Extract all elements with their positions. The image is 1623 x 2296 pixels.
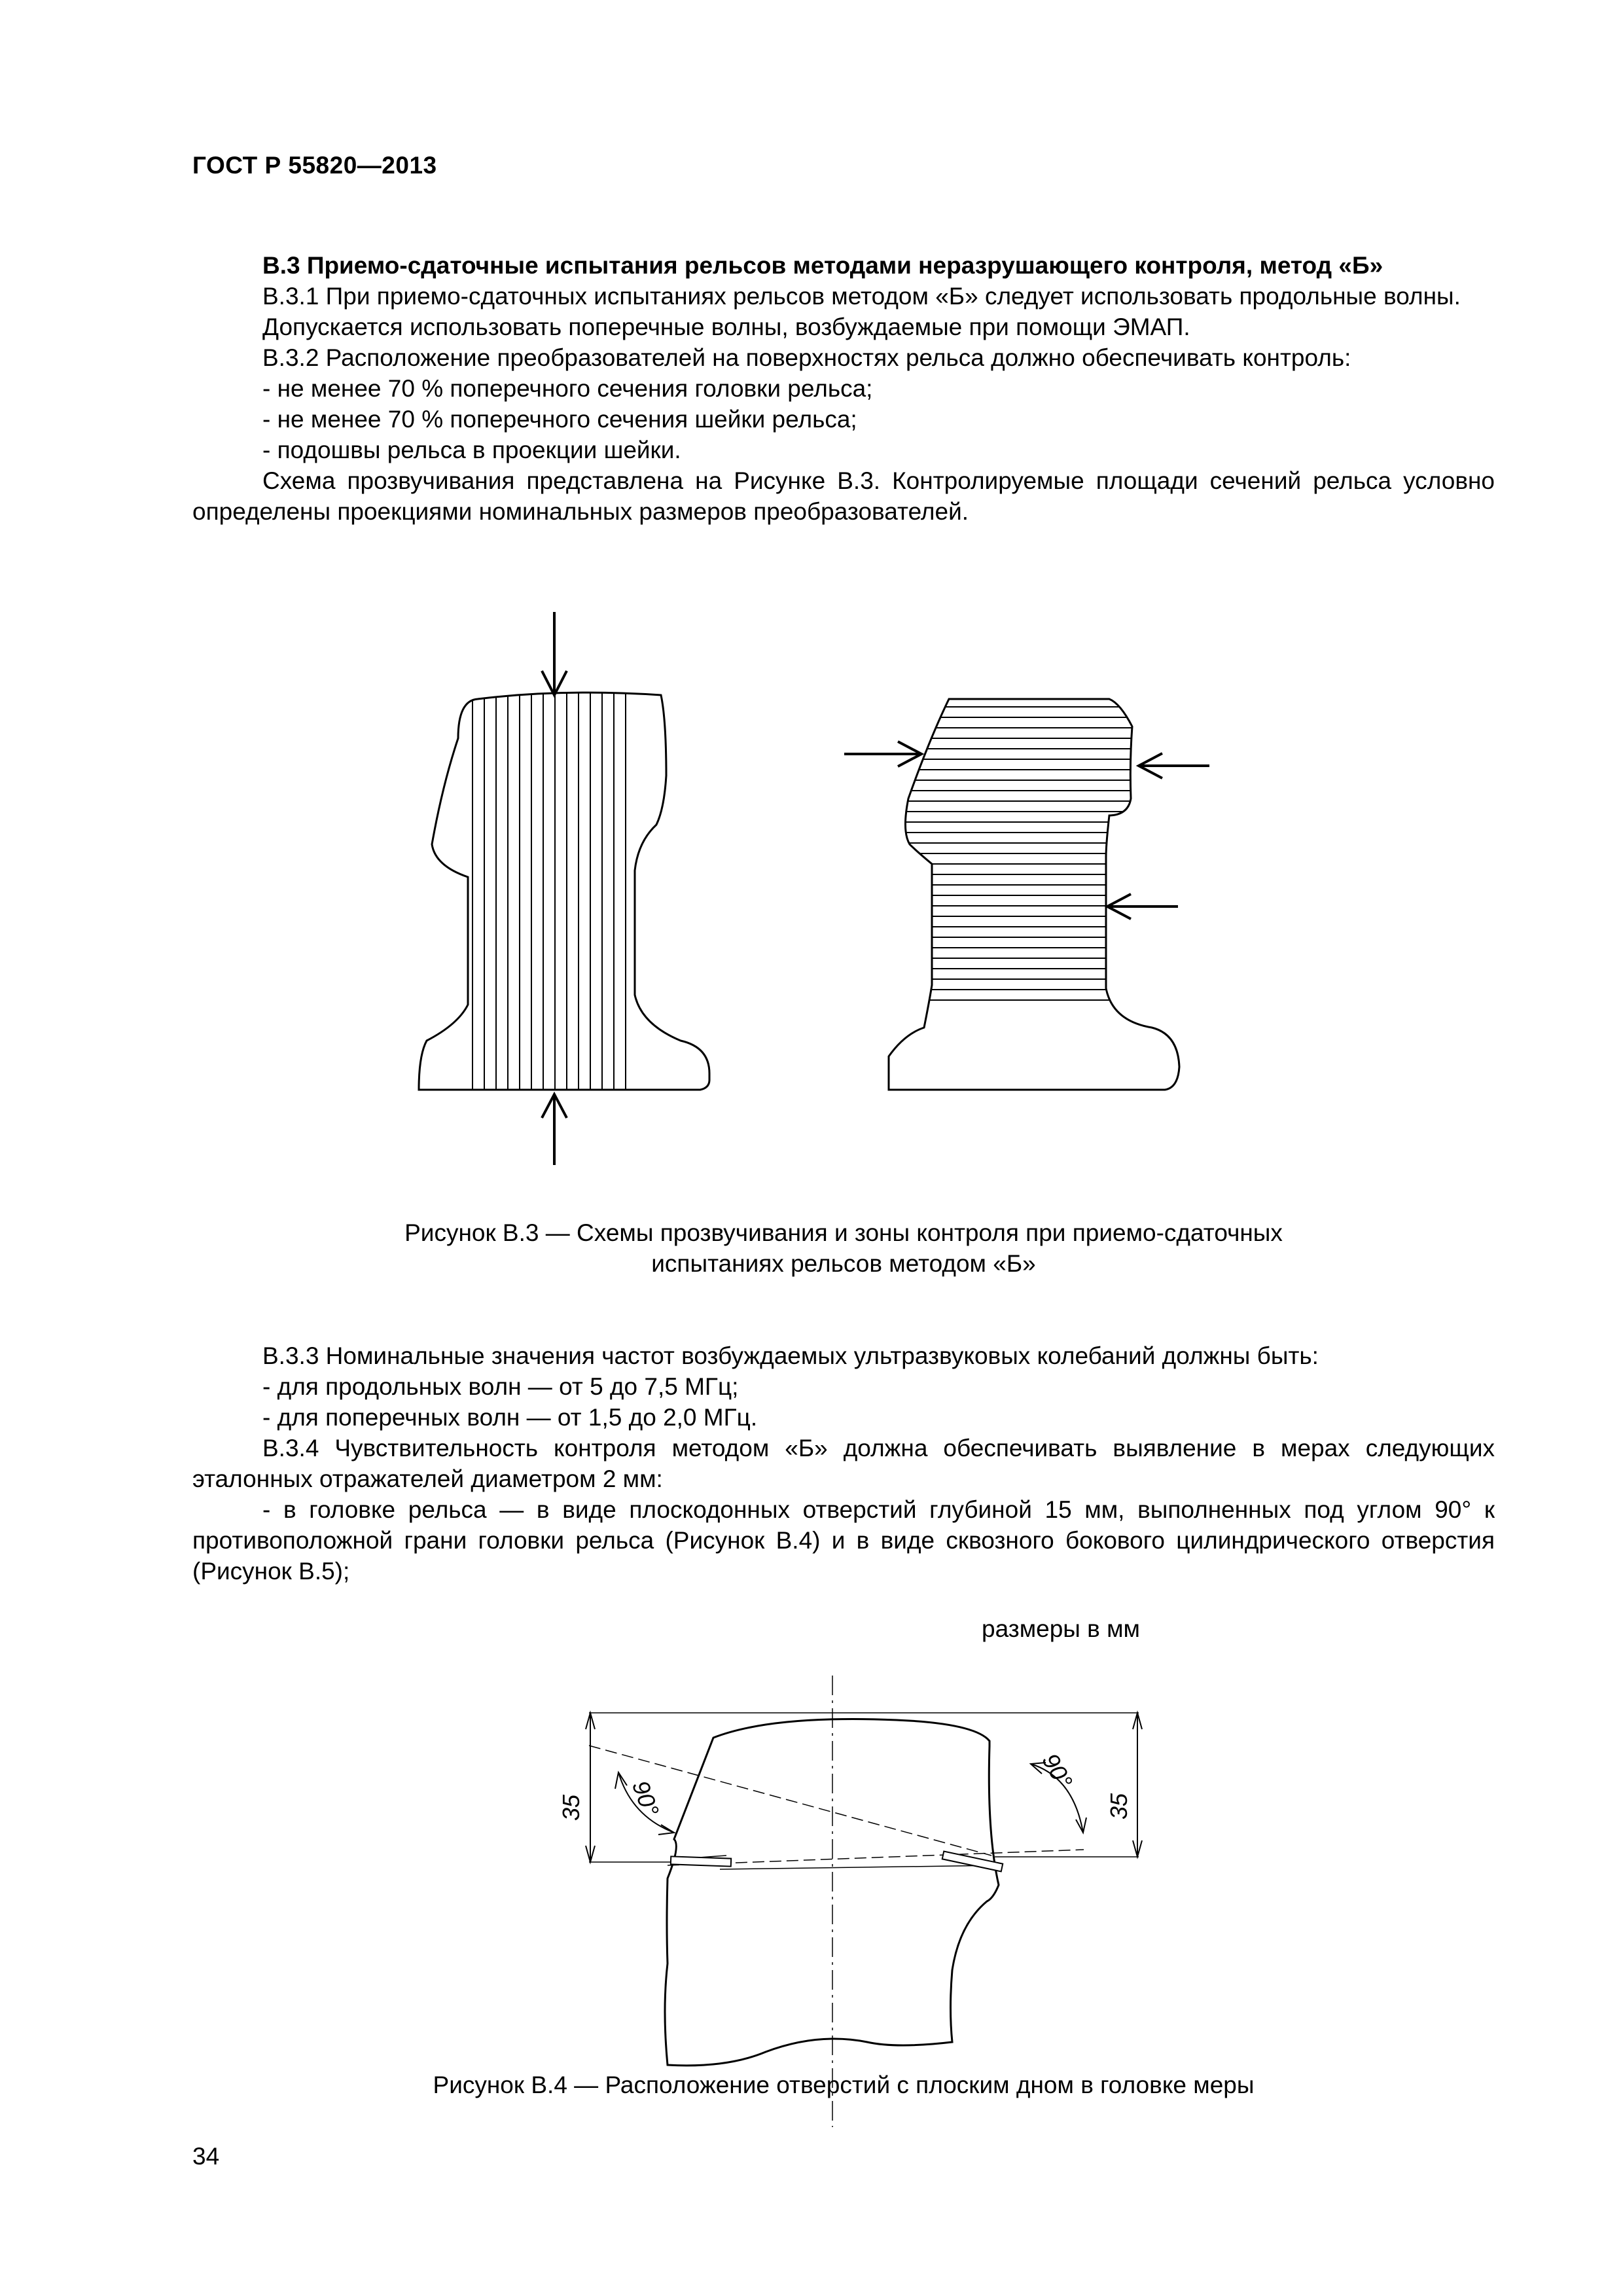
- list-item: - не менее 70 % поперечного сечения шейки рельса;: [262, 406, 857, 433]
- left-rail-section: [419, 681, 709, 1100]
- right-rail-section: [889, 699, 1179, 1090]
- page-number: 34: [192, 2143, 220, 2170]
- paragraph: В.3.4 Чувствительность контроля методом «Б» должна обеспечивать выявление в мерах следующих эталонных отражателей диаметром 2 мм:: [192, 1435, 1495, 1492]
- paragraph: - в головке рельса — в виде плоскодонных отверстий глубиной 15 мм, выполненных под углом 90° к противоположной грани головки рельса (Рисунок В.4) и в виде сквозного бокового цилиндрического отверстия (Рисунок В.5);: [192, 1496, 1495, 1585]
- list-item: - не менее 70 % поперечного сечения головки рельса;: [262, 375, 873, 402]
- rail-head-outline: [665, 1719, 999, 2066]
- arrow-bottom-icon: [542, 1094, 567, 1165]
- paragraph: В.3.3 Номинальные значения частот возбуждаемых ультразвуковых колебаний должны быть:: [262, 1342, 1319, 1369]
- flat-bottom-hole-left: [671, 1856, 731, 1866]
- paragraph: В.3.2 Расположение преобразователей на поверхностях рельса должно обеспечивать контроль:: [262, 344, 1351, 371]
- document-header: ГОСТ Р 55820—2013: [192, 152, 437, 179]
- section-b33-text: [192, 1340, 1495, 1587]
- angle-label-left: 90°: [627, 1777, 665, 1820]
- list-item: - подошвы рельса в проекции шейки.: [262, 437, 681, 463]
- arrow-top-icon: [542, 612, 567, 695]
- arrow-right-head-icon: [1139, 753, 1209, 778]
- paragraph: В.3.1 При приемо-сдаточных испытаниях рельсов методом «Б» следует использовать продольные волны.: [262, 283, 1461, 310]
- dimension-label-left: 35: [558, 1794, 584, 1821]
- arrow-right-web-icon: [1107, 894, 1178, 919]
- arrow-left-head-icon: [844, 742, 921, 766]
- list-item: - для поперечных волн — от 1,5 до 2,0 МГц.: [262, 1404, 758, 1431]
- paragraph: Допускается использовать поперечные волны, возбуждаемые при помощи ЭМАП.: [262, 314, 1190, 340]
- dimension-label-right: 35: [1105, 1793, 1132, 1820]
- figure-b4-diagram: [558, 1676, 1142, 2127]
- units-note: размеры в мм: [982, 1615, 1140, 1642]
- section-heading: В.3 Приемо-сдаточные испытания рельсов методами неразрушающего контроля, метод «Б»: [262, 252, 1383, 279]
- angle-label-right: 90°: [1037, 1748, 1079, 1793]
- paragraph: Схема прозвучивания представлена на Рисунке В.3. Контролируемые площади сечений рельса условно определены проекциями номинальных размеров преобразователей.: [192, 467, 1495, 525]
- list-item: - для продольных волн — от 5 до 7,5 МГц;: [262, 1373, 739, 1400]
- figure-b4-caption: Рисунок В.4 — Расположение отверстий с плоским дном в головке меры: [433, 2072, 1255, 2098]
- figure-b3-caption: Рисунок В.3 — Схемы прозвучивания и зоны контроля при приемо-сдаточных испытаниях рельсов методом «Б»: [404, 1219, 1283, 1277]
